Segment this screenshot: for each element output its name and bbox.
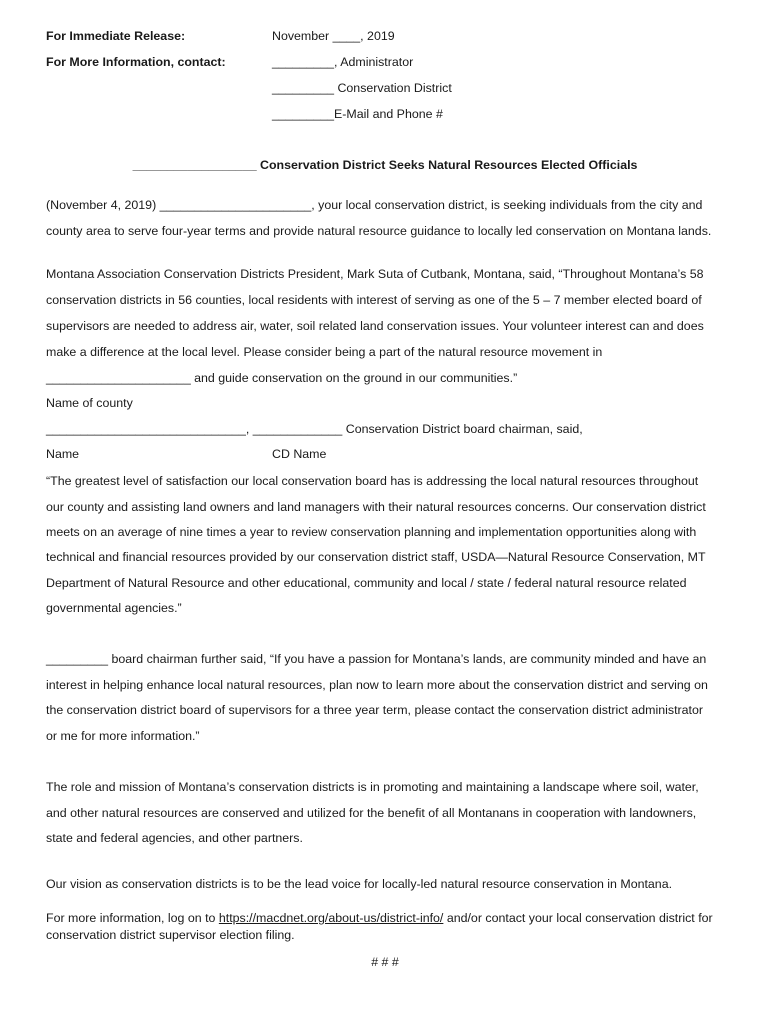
more-info-prefix: For more information, log on to xyxy=(46,911,219,925)
name-caption: Name xyxy=(46,447,80,461)
president-quote-line: conservation districts in 56 counties, local residents with interest of serving as one of the 5 – 7 member elected board of xyxy=(46,293,702,307)
release-date: November ____, 2019 xyxy=(272,29,395,43)
contact-administrator: _________, Administrator xyxy=(272,55,414,69)
end-mark: # # # xyxy=(371,955,399,969)
chairman-quote-line: technical and financial resources provided by our conservation district staff, USDA—Natural Resource Conservation, MT xyxy=(46,550,706,564)
president-quote-line: make a difference at the local level. Please consider being a part of the natural resource movement in xyxy=(46,345,603,359)
chairman-quote-line: “The greatest level of satisfaction our local conservation board has is addressing the local natural resources throughout xyxy=(46,474,699,488)
chairman-intro-line: _____________________________, _____________ Conservation District board chairman, said, xyxy=(46,422,583,436)
chairman-further-line: interest in helping enhance local natural resources, plan now to learn more about the conservation district and serving on xyxy=(46,678,708,692)
more-info-line xyxy=(46,911,713,925)
chairman-quote-line: Department of Natural Resource and other educational, community and local / state / federal natural resource related xyxy=(46,576,687,590)
mission-line: state and federal agencies, and other partners. xyxy=(46,831,303,845)
chairman-further-line: or me for more information.” xyxy=(46,729,200,743)
cd-name-caption: CD Name xyxy=(272,447,327,461)
mission-line: The role and mission of Montana’s conservation districts is in promoting and maintaining a landscape where soil, water, xyxy=(46,780,699,794)
contact-email-phone: _________E-Mail and Phone # xyxy=(272,107,443,121)
chairman-quote-line: governmental agencies.” xyxy=(46,601,182,615)
page-title: __________________ Conservation District Seeks Natural Resources Elected Officials xyxy=(132,158,638,172)
chairman-further-line: the conservation district board of supervisors for a three year term, please contact the conservation district administrator xyxy=(46,703,704,717)
president-quote-line: _____________________ and guide conservation on the ground in our communities.” xyxy=(46,371,518,385)
more-info-line: conservation district supervisor election filing. xyxy=(46,928,295,942)
vision-statement: Our vision as conservation districts is to be the lead voice for locally-led natural resource conservation in Montana. xyxy=(46,877,673,891)
district-info-link[interactable]: https://macdnet.org/about-us/district-info/ xyxy=(218,911,444,925)
chairman-further-line: _________ board chairman further said, “If you have a passion for Montana’s lands, are community minded and have an xyxy=(46,652,707,666)
president-quote-line: Montana Association Conservation Districts President, Mark Suta of Cutbank, Montana, said, “Throughout Montana’s 58 xyxy=(46,267,704,281)
intro-line: (November 4, 2019) ______________________, your local conservation district, is seeking individuals from the city and xyxy=(46,198,703,212)
more-info-suffix: and/or contact your local conservation district for xyxy=(443,911,713,925)
intro-line: county area to serve four-year terms and provide natural resource guidance to locally led conservation on Montana lands. xyxy=(46,224,712,238)
contact-district: _________ Conservation District xyxy=(272,81,452,95)
president-quote-line: supervisors are needed to address air, water, soil related land conservation issues. Your volunteer interest can and does xyxy=(46,319,704,333)
release-label: For Immediate Release: xyxy=(46,29,186,43)
chairman-quote-line: meets on an average of nine times a year to review conservation planning and implementation opportunities along with xyxy=(46,525,697,539)
chairman-quote-line: our county and assisting land owners and land managers with their natural resources concerns. Our conservation district xyxy=(46,500,706,514)
mission-line: and other natural resources are conserved and utilized for the benefit of all Montanans in cooperation with landowners, xyxy=(46,806,697,820)
contact-label: For More Information, contact: xyxy=(46,55,226,69)
county-name-caption: Name of county xyxy=(46,396,133,410)
